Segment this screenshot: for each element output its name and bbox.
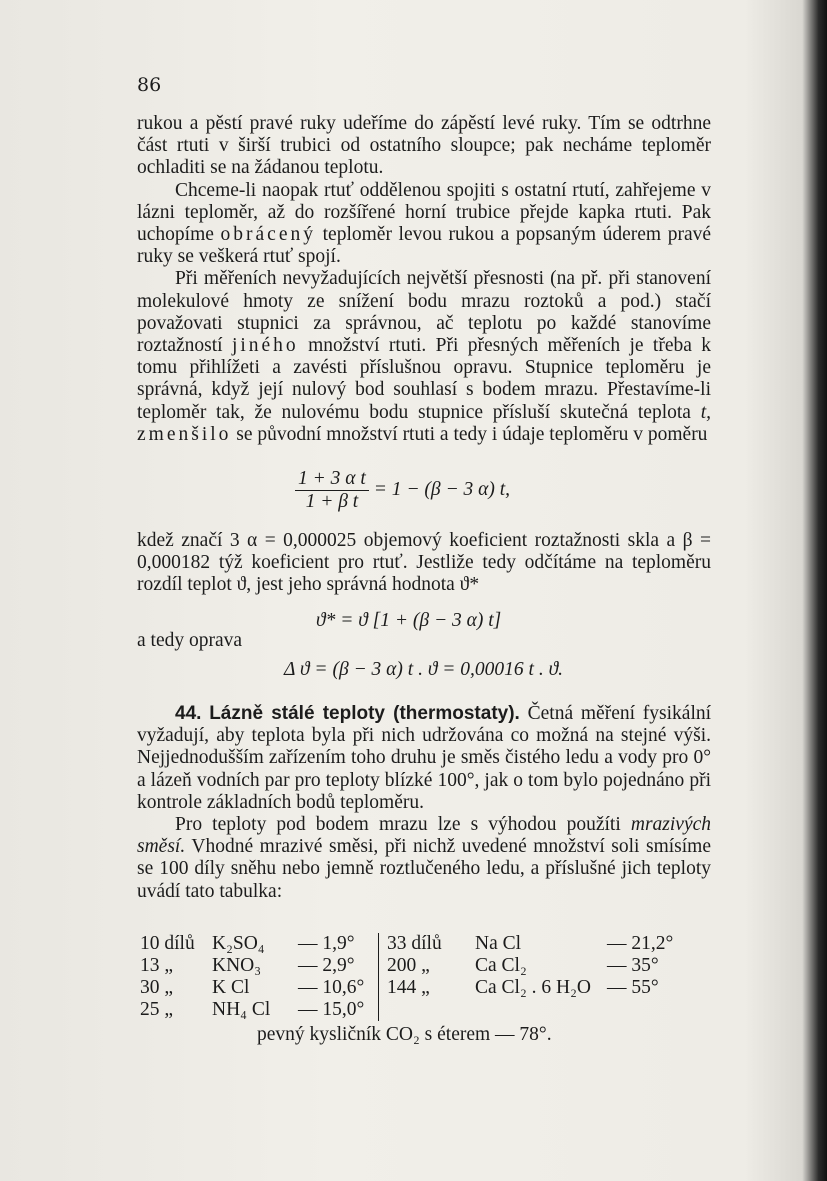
variable-t: t, [700,401,712,423]
body-text-top [137,113,711,446]
paragraph-1: rukou a pěstí pravé ruky udeříme do zápěstí levé ruky. Tím se odtrhne část rtuti v širší trubici od ostatního sloupce; pak necháme teploměr ochladiti se na žádanou teplotu. [137,113,711,179]
paragraph-3-part-1: Při měřeních nevyžadujících největší přesnosti (na př. při stanovení molekulové hmoty ze snížení bodu mrazu roztoků a pod.) stačí považovati stupnici za správnou, ač teplotu po každé stanovíme roztažností [137,268,711,357]
table-cell: — 15,0° [298,999,365,1020]
table-cell [475,999,607,1021]
table-cell: Na Cl [475,933,522,954]
paragraph-3-part-3: se původní množství rtuti a tedy i údaje teploměru v poměru [236,423,708,445]
table-cell: — 55° [607,977,659,998]
table-cell: NH₄ Cl [212,999,271,1020]
table-last-line: pevný kysličník CO₂ s éterem — 78°. [257,1024,552,1045]
freezing-mixtures-table [140,933,679,1021]
section-44 [137,703,711,903]
fraction [295,468,369,513]
equation-correction: Δ ϑ = (β − 3 α) t . ϑ = 0,00016 t . ϑ. [284,659,564,680]
table-row [140,955,679,977]
paragraph-3-part-2: množství rtuti. Při přesných měřeních je třeba k tomu přihlížeti a zavésti příslušnou opravu. Stupnice teploměru je správná, když její nulový bod souhlasí s bodem mrazu. Přestavíme-li teploměr tak, že nulovému bodu stupnice přísluší skutečná teplota [137,335,712,423]
table-cell: — 1,9° [298,933,355,954]
table-cell: K₂SO₄ [212,933,265,954]
table-cell: 10 dílů [140,933,195,954]
emphasis-mrazive-smesi: mrazivých směsí. [137,814,712,858]
table-cell: K Cl [212,977,250,998]
fraction-numerator: 1 + 3 α t [295,468,369,491]
section-text-1: Četná měření fysikální vyžadují, aby teplota byla při nich udržována co možná na stejné výši. Nejjednodušším zařízením toho druhu je směs čistého ledu a vody pro 0° a lázeň vodních par pro teploty blízké 100°, jak o tom bylo pojednáno při kontrole základních bodů teploměru. [137,703,712,813]
equation-correct-value: ϑ* = ϑ [1 + (β − 3 α) t] [316,610,502,631]
table-cell: — 10,6° [298,977,365,998]
paragraph-2-part-1: Chceme-li naopak rtuť oddělenou spojiti s ostatní rtutí, zahřejeme v lázni teploměr, až do rozšířené horní trubice přejde kapka rtuti. Pak uchopíme [137,179,711,246]
table-cell [607,999,679,1021]
equation-ratio [295,468,510,513]
table-cell: Ca Cl₂ [475,955,527,976]
equation-rhs: = 1 − (β − 3 α) t, [373,478,511,500]
paragraph-2 [137,180,711,269]
section-text-2b: Vhodné mrazivé směsi, při nichž uvedené množství soli smísíme se 100 díly sněhu nebo jemně roztlučeného ledu, a příslušné jich teploty uvádí tato tabulka: [137,836,711,902]
table-cell: KNO₃ [212,955,262,976]
table-cell [379,999,476,1021]
emphasis-zmensilo: zmenšilo [137,423,232,445]
table-cell: — 21,2° [607,933,674,954]
table-cell: 33 dílů [379,933,476,955]
section-number: 44. [175,703,202,724]
table-cell: 13 „ [140,955,174,976]
table-row [140,999,679,1021]
table-cell: Ca Cl₂ . 6 H₂O [475,977,591,998]
table-cell: 25 „ [140,999,174,1020]
label-a-tedy-oprava: a tedy oprava [137,630,243,651]
table-cell: 144 „ [379,977,476,999]
paragraph-2-part-2: teploměr levou rukou a popsaným úderem pravé ruky se veškerá rtuť spojí. [137,224,712,268]
table-row [140,977,679,999]
body-text-mid [137,530,711,597]
emphasis-jineho: jiného [231,335,299,357]
page-number: 86 [137,74,162,96]
section-text-2a: Pro teploty pod bodem mrazu lze s výhodou použíti [175,814,621,836]
table-cell: — 35° [607,955,659,976]
table-cell: 30 „ [140,977,174,998]
section-paragraph-1 [137,703,711,814]
table-cell: — 2,9° [298,955,355,976]
table-row [140,933,679,955]
fraction-denominator: 1 + β t [305,491,359,512]
section-paragraph-2 [137,814,711,903]
paragraph-coefficients: kdež značí 3 α = 0,000025 objemový koeficient roztažnosti skla a β = 0,000182 týž koeficient pro rtuť. Jestliže tedy odčítáme na teploměru rozdíl teplot ϑ, jest jeho správná hodnota ϑ* [137,530,711,596]
table-cell: 200 „ [379,955,476,977]
emphasis-obraceny: obrácený [220,224,316,246]
section-title: Lázně stálé teploty (thermostaty). [209,703,520,724]
paragraph-3 [137,268,711,446]
